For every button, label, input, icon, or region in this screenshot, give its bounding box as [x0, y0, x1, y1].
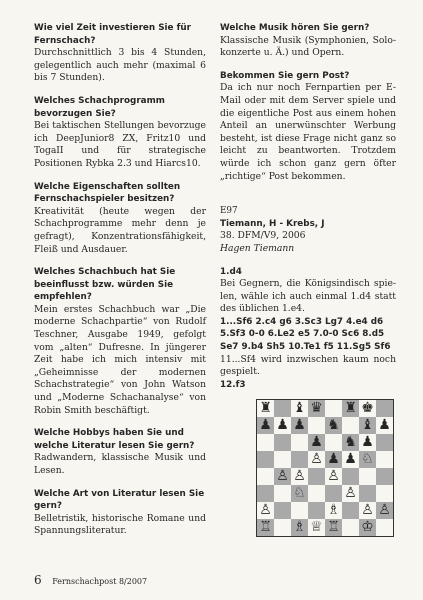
- board-square: [359, 485, 376, 502]
- board-square: ♜: [342, 400, 359, 417]
- chess-board-diagram: [256, 399, 394, 537]
- board-square: [274, 400, 291, 417]
- board-square: ♟: [342, 451, 359, 468]
- board-square: [308, 468, 325, 485]
- answer-text: Da ich nur noch Fernpartien per E-Mail oder mit dem Server spiele und die eigentliche Post aus einem hohen Anteil an unerwünschter Werbung besteht, ist diese Frage nicht ganz so leicht zu beantworten. Trotzdem würde ich schon ganz gern öfter „richtige“ Post bekommen.: [220, 82, 396, 182]
- board-square: ♙: [291, 468, 308, 485]
- board-square: ♕: [308, 519, 325, 536]
- board-square: ♙: [359, 502, 376, 519]
- answer-text: Radwandern, klassische Musik und Lesen.: [34, 452, 206, 476]
- publication-name: Fernschachpost 8/2007: [52, 577, 148, 586]
- left-qa-block: [34, 266, 206, 417]
- board-square: ♝: [291, 400, 308, 417]
- board-square: ♟: [274, 417, 291, 434]
- right-qa-block: [220, 22, 396, 60]
- eco-code: E97: [220, 206, 238, 217]
- answer-text: Durchschnittlich 3 bis 4 Stunden, gelegentlich auch mehr (maximal 6 bis 7 Stunden).: [34, 47, 206, 84]
- board-square: ♞: [342, 434, 359, 451]
- answer-text: Mein erstes Schachbuch war „Die moderne Schachpartie“ von Rudolf Teschner, Ausgabe 1949, gefolgt vom „alten“ Dufresne. In jüngerer Zeit habe ich mich intensiv mit „Geheimnisse der modernen Schachstrategie“ von John Watson und „Moderne Schachanalyse“ von Robin Smith beschäftigt.: [34, 303, 206, 416]
- board-square: [274, 434, 291, 451]
- board-square: [257, 434, 274, 451]
- left-qa-block: [34, 181, 206, 257]
- board-square: ♟: [359, 434, 376, 451]
- board-square: ♘: [291, 485, 308, 502]
- board-square: [274, 519, 291, 536]
- page-footer: [34, 573, 147, 587]
- right-qa-list: [220, 22, 396, 205]
- game-annotator: Hagen Tiemann: [220, 242, 295, 254]
- board-square: [257, 485, 274, 502]
- board-square: ♟: [291, 417, 308, 434]
- board-square: ♙: [257, 502, 274, 519]
- board-square: ♟: [325, 451, 342, 468]
- board-square: ♖: [257, 519, 274, 536]
- board-square: [325, 485, 342, 502]
- board-square: ♞: [325, 417, 342, 434]
- board-square: ♛: [308, 400, 325, 417]
- board-square: [342, 468, 359, 485]
- board-square: ♔: [359, 519, 376, 536]
- board-square: [291, 451, 308, 468]
- board-square: ♝: [359, 417, 376, 434]
- board-square: [291, 502, 308, 519]
- board-square: ♙: [325, 468, 342, 485]
- board-square: ♙: [274, 468, 291, 485]
- board-square: ♙: [376, 502, 393, 519]
- board-square: [325, 434, 342, 451]
- game-players: Tiemann, H - Krebs, J: [220, 218, 325, 229]
- board-square: ♜: [257, 400, 274, 417]
- left-qa-block: [34, 22, 206, 85]
- right-column: [220, 22, 396, 537]
- move-1: 1.d4: [220, 266, 242, 277]
- board-square: [308, 485, 325, 502]
- board-square: ♟: [376, 417, 393, 434]
- answer-text: Belletristik, historische Romane und Spannungsliteratur.: [34, 512, 206, 537]
- right-qa-block: [220, 70, 396, 183]
- board-square: ♗: [291, 519, 308, 536]
- board-square: [308, 502, 325, 519]
- board-square: [342, 519, 359, 536]
- page-number: 6: [34, 573, 42, 587]
- board-square: ♘: [359, 451, 376, 468]
- left-qa-block: [34, 427, 206, 477]
- board-square: ♟: [257, 417, 274, 434]
- board-square: ♚: [359, 400, 376, 417]
- comment-2: 11...Sf4 wird inzwischen kaum noch gespielt.: [220, 353, 396, 378]
- game-event: 38. DFM/V9, 2006: [220, 230, 306, 242]
- board-square: [376, 434, 393, 451]
- question-heading: Welches Schachbuch hat Sie beeinflusst bzw. würden Sie empfehlen?: [34, 267, 176, 303]
- question-heading: Welche Eigenschaften sollten Fernschachspieler besitzen?: [34, 181, 181, 205]
- question-heading: Welche Musik hören Sie gern?: [220, 23, 370, 33]
- question-heading: Welches Schachprogramm bevorzugen Sie?: [34, 95, 165, 119]
- board-square: [274, 451, 291, 468]
- board-square: [342, 502, 359, 519]
- left-qa-block: [34, 95, 206, 171]
- board-square: [376, 485, 393, 502]
- board-square: [359, 468, 376, 485]
- board-square: ♖: [325, 519, 342, 536]
- board-square: [342, 417, 359, 434]
- board-square: ♗: [325, 502, 342, 519]
- board-square: [274, 485, 291, 502]
- board-square: [257, 468, 274, 485]
- board-square: [376, 400, 393, 417]
- board-square: ♙: [308, 451, 325, 468]
- moves-2: 1...Sf6 2.c4 g6 3.Sc3 Lg7 4.e4 d6 5.Sf3 0-0 6.Le2 e5 7.0-0 Sc6 8.d5 Se7 9.b4 Sh5 10.Te1 f5 11.Sg5 Sf6: [220, 316, 391, 353]
- board-square: [325, 400, 342, 417]
- board-square: [257, 451, 274, 468]
- board-square: [376, 519, 393, 536]
- move-3: 12.f3: [220, 379, 246, 390]
- question-heading: Bekommen Sie gern Post?: [220, 70, 350, 81]
- answer-text: Bei taktischen Stellungen bevorzuge ich DeepJunior8 ZX, Fritz10 und TogaII und für strategische Positionen Rybka 2.3 und Hiarcs10.: [34, 120, 206, 169]
- question-heading: Welche Hobbys haben Sie und welche Literatur lesen Sie gern?: [34, 428, 195, 451]
- answer-text: Klassische Musik (Symphonien, Solokonzerte u. Ä.) und Opern.: [220, 34, 396, 59]
- board-square: [308, 417, 325, 434]
- board-square: [376, 451, 393, 468]
- board-square: ♙: [342, 485, 359, 502]
- left-column: [34, 22, 206, 548]
- question-heading: Welche Art von Literatur lesen Sie gern?: [34, 488, 205, 512]
- left-qa-block: [34, 488, 206, 538]
- board-square: ♟: [308, 434, 325, 451]
- question-heading: Wie viel Zeit investieren Sie für Fernschach?: [34, 23, 192, 46]
- board-square: [291, 434, 308, 451]
- board-square: [274, 502, 291, 519]
- answer-text: Kreativität (heute wegen der Schachprogramme mehr denn je gefragt), Konzentrationsfähigkeit, Fleiß und Ausdauer.: [34, 205, 206, 255]
- game-section: [220, 205, 396, 537]
- comment-1: Bei Gegnern, die Königsindisch spielen, wähle ich auch einmal 1.d4 statt des üblichen 1.e4.: [220, 278, 396, 315]
- board-square: [376, 468, 393, 485]
